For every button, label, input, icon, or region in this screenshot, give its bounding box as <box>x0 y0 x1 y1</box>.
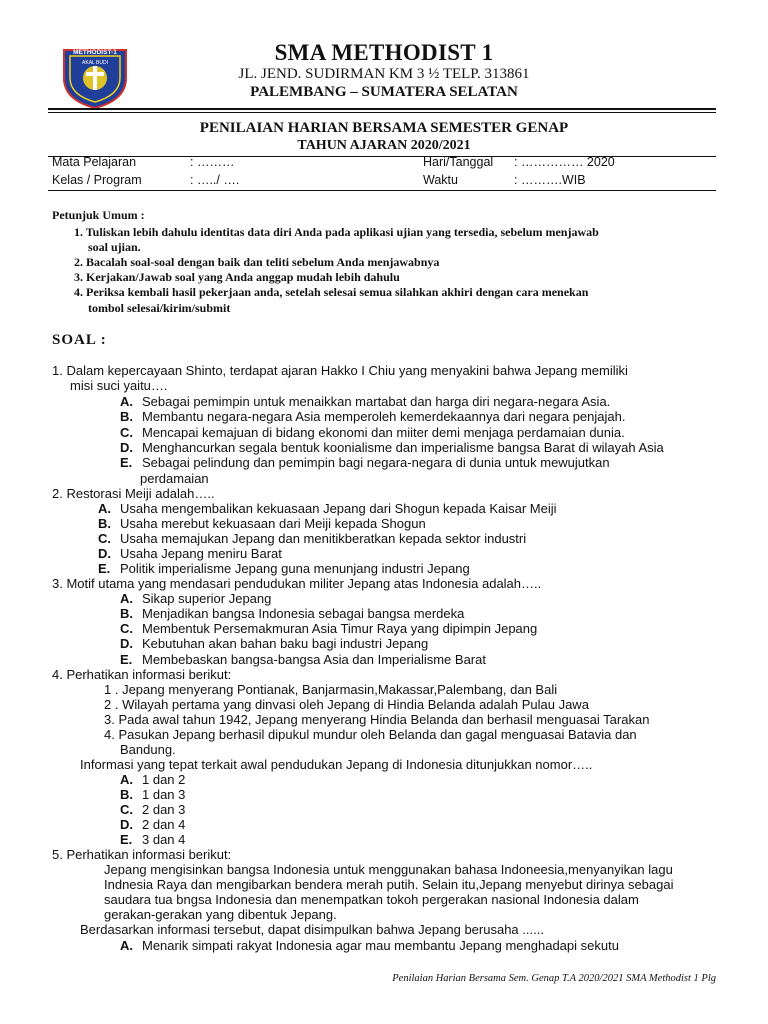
question-line <box>104 712 649 727</box>
question-line <box>70 378 168 393</box>
waktu-value: : ……….WIB <box>514 173 586 187</box>
question-line <box>104 907 337 922</box>
line-text: 3 dan 4 <box>142 832 186 847</box>
instruction-line: 4. Periksa kembali hasil pekerjaan anda, setelah selesai semua silahkan akhiri dengan cara menekan <box>74 285 589 299</box>
question-line <box>140 471 209 486</box>
hari-value: : …………… 2020 <box>514 155 615 169</box>
line-text: saudara tua bngsa Indonesia dan menempatkan tokoh pergerakan nasional Indonesia dalam <box>104 892 639 907</box>
option-letter: D. <box>120 817 133 832</box>
option-letter: B. <box>120 787 133 802</box>
line-text: Kebutuhan akan bahan baku bagi industri Jepang <box>142 636 429 651</box>
option-letter: E. <box>98 561 111 576</box>
mapel-label: Mata Pelajaran <box>52 155 137 169</box>
hari-label: Hari/Tanggal <box>423 155 494 169</box>
line-text: 2. Restorasi Meiji adalah….. <box>52 486 215 501</box>
answer-option <box>120 938 619 953</box>
question-line <box>104 862 673 877</box>
line-text: Menarik simpati rakyat Indonesia agar mau membantu Jepang menghadapi sekutu <box>142 938 619 953</box>
answer-option <box>120 394 610 409</box>
option-letter: A. <box>120 772 133 787</box>
page-footer: Penilaian Harian Bersama Sem. Genap T.A 2020/2021 SMA Methodist 1 Plg <box>392 973 716 984</box>
answer-option <box>120 440 664 455</box>
line-text: 4. Pasukan Jepang berhasil dipukul mundur oleh Belanda dan gagal menguasai Batavia dan <box>104 727 637 742</box>
question-line <box>52 847 231 862</box>
answer-option <box>120 652 486 667</box>
option-letter: B. <box>120 409 133 424</box>
question-line <box>104 727 637 742</box>
option-letter: D. <box>98 546 111 561</box>
question-line <box>52 486 215 501</box>
line-text: 1 dan 2 <box>142 772 186 787</box>
option-letter: A. <box>120 591 133 606</box>
line-text: Menjadikan bangsa Indonesia sebagai bangsa merdeka <box>142 606 465 621</box>
logo-bottom-text: AKAL BUDI <box>82 60 108 66</box>
line-text: perdamaian <box>140 471 209 486</box>
option-letter: B. <box>98 516 111 531</box>
option-letter: C. <box>120 802 133 817</box>
answer-option <box>120 591 271 606</box>
answer-option <box>120 621 537 636</box>
instructions-title: Petunjuk Umum : <box>52 208 145 222</box>
option-letter: D. <box>120 636 133 651</box>
line-text: Sikap superior Jepang <box>142 591 272 606</box>
line-text: Usaha mengembalikan kekuasaan Jepang dari Shogun kepada Kaisar Meiji <box>120 501 557 516</box>
question-line <box>120 742 176 757</box>
header-rule-thick <box>48 108 716 110</box>
school-address: JL. JEND. SUDIRMAN KM 3 ½ TELP. 313861 <box>238 66 530 82</box>
line-text: Informasi yang tepat terkait awal pendudukan Jepang di Indonesia ditunjukkan nomor….. <box>80 757 593 772</box>
line-text: 5. Perhatikan informasi berikut: <box>52 847 232 862</box>
line-text: Membebaskan bangsa-bangsa Asia dan Imperialisme Barat <box>142 652 486 667</box>
answer-option <box>98 546 282 561</box>
line-text: Usaha merebut kekuasaan dari Meiji kepada Shogun <box>120 516 426 531</box>
question-line <box>52 363 628 378</box>
question-line <box>52 667 231 682</box>
question-line <box>104 697 589 712</box>
line-text: Politik imperialisme Jepang guna menunjang industri Jepang <box>120 561 470 576</box>
line-text: Membentuk Persemakmuran Asia Timur Raya yang dipimpin Jepang <box>142 621 538 636</box>
line-text: Usaha memajukan Jepang dan menitikberatkan kepada sektor industri <box>120 531 527 546</box>
option-letter: C. <box>120 621 133 636</box>
exam-year: TAHUN AJARAN 2020/2021 <box>297 138 471 153</box>
header-rule-thin <box>48 112 716 113</box>
line-text: Indnesia Raya dan mengibarkan bendera merah putih. Selain itu,Jepang menyebut dirinya sebagai <box>104 877 674 892</box>
line-text: 2 dan 4 <box>142 817 186 832</box>
answer-option <box>120 787 185 802</box>
question-line <box>104 877 674 892</box>
line-text: misi suci yaitu…. <box>70 378 168 393</box>
line-text: 3. Pada awal tahun 1942, Jepang menyerang Hindia Belanda dan berhasil menguasai Tarakan <box>104 712 650 727</box>
question-line <box>80 757 592 772</box>
answer-option <box>120 817 185 832</box>
instruction-line: 1. Tuliskan lebih dahulu identitas data diri Anda pada aplikasi ujian yang tersedia, sebelum menjawab <box>74 225 599 239</box>
line-text: Sebagai pemimpin untuk menaikkan martabat dan harga diri negara-negara Asia. <box>142 394 611 409</box>
answer-option <box>120 772 185 787</box>
instruction-line: 3. Kerjakan/Jawab soal yang Anda anggap mudah lebih dahulu <box>74 270 400 284</box>
line-text: gerakan-gerakan yang dibentuk Jepang. <box>104 907 337 922</box>
line-text: 1. Dalam kepercayaan Shinto, terdapat ajaran Hakko I Chiu yang menyakini bahwa Jepang memiliki <box>52 363 628 378</box>
option-letter: A. <box>120 394 133 409</box>
answer-option <box>120 409 625 424</box>
instruction-line: 2. Bacalah soal-soal dengan baik dan teliti sebelum Anda menjawabnya <box>74 255 440 269</box>
exam-title: PENILAIAN HARIAN BERSAMA SEMESTER GENAP <box>199 120 569 136</box>
answer-option <box>98 501 557 516</box>
line-text: Menghancurkan segala bentuk koonialisme dan imperialisme bangsa Barat di wilayah Asia <box>142 440 664 455</box>
option-letter: D. <box>120 440 133 455</box>
answer-option <box>120 425 625 440</box>
answer-option <box>120 832 185 847</box>
line-text: 3. Motif utama yang mendasari pendudukan militer Jepang atas Indonesia adalah….. <box>52 576 542 591</box>
instruction-line: tombol selesai/kirim/submit <box>88 301 231 315</box>
option-letter: C. <box>120 425 133 440</box>
mapel-value: : ……… <box>190 155 235 169</box>
school-name: SMA METHODIST 1 <box>274 40 494 65</box>
option-letter: A. <box>120 938 133 953</box>
line-text: Jepang mengisinkan bangsa Indonesia untuk menggunakan bahasa Indoneesia,menyanyikan lagu <box>104 862 673 877</box>
question-line <box>52 576 541 591</box>
line-text: Berdasarkan informasi tersebut, dapat disimpulkan bahwa Jepang berusaha ...... <box>80 922 544 937</box>
line-text: 2 . Wilayah pertama yang dinvasi oleh Jepang di Hindia Belanda adalah Pulau Jawa <box>104 697 589 712</box>
option-letter: B. <box>120 606 133 621</box>
answer-option <box>120 636 428 651</box>
line-text: Sebagai pelindung dan pemimpin bagi negara-negara di dunia untuk mewujutkan <box>142 455 610 470</box>
question-line <box>80 922 544 937</box>
meta-rule-bottom <box>48 190 716 191</box>
meta-rule-top <box>48 156 716 157</box>
kelas-label: Kelas / Program <box>52 173 142 187</box>
option-letter: E. <box>120 652 133 667</box>
school-city: PALEMBANG – SUMATERA SELATAN <box>250 84 518 100</box>
answer-option <box>120 455 610 470</box>
option-letter: C. <box>98 531 111 546</box>
answer-option <box>98 561 470 576</box>
answer-option <box>120 802 185 817</box>
line-text: 2 dan 3 <box>142 802 186 817</box>
option-letter: E. <box>120 455 133 470</box>
answer-option <box>98 516 426 531</box>
instruction-line: soal ujian. <box>88 240 141 254</box>
line-text: 1 dan 3 <box>142 787 186 802</box>
answer-option <box>120 606 464 621</box>
soal-heading: SOAL : <box>52 332 107 348</box>
logo-top-text: METHODIST-1 <box>73 49 117 56</box>
line-text: Bandung. <box>120 742 176 757</box>
line-text: Membantu negara-negara Asia memperoleh kemerdekaannya dari negara penjajah. <box>142 409 626 424</box>
line-text: 1 . Jepang menyerang Pontianak, Banjarmasin,Makassar,Palembang, dan Bali <box>104 682 558 697</box>
waktu-label: Waktu <box>423 173 458 187</box>
option-letter: E. <box>120 832 133 847</box>
line-text: Mencapai kemajuan di bidang ekonomi dan miiter demi menjaga perdamaian dunia. <box>142 425 625 440</box>
line-text: Usaha Jepang meniru Barat <box>120 546 282 561</box>
question-line <box>104 682 557 697</box>
line-text: 4. Perhatikan informasi berikut: <box>52 667 232 682</box>
option-letter: A. <box>98 501 111 516</box>
answer-option <box>98 531 526 546</box>
question-line <box>104 892 639 907</box>
kelas-value: : …../ …. <box>190 173 240 187</box>
